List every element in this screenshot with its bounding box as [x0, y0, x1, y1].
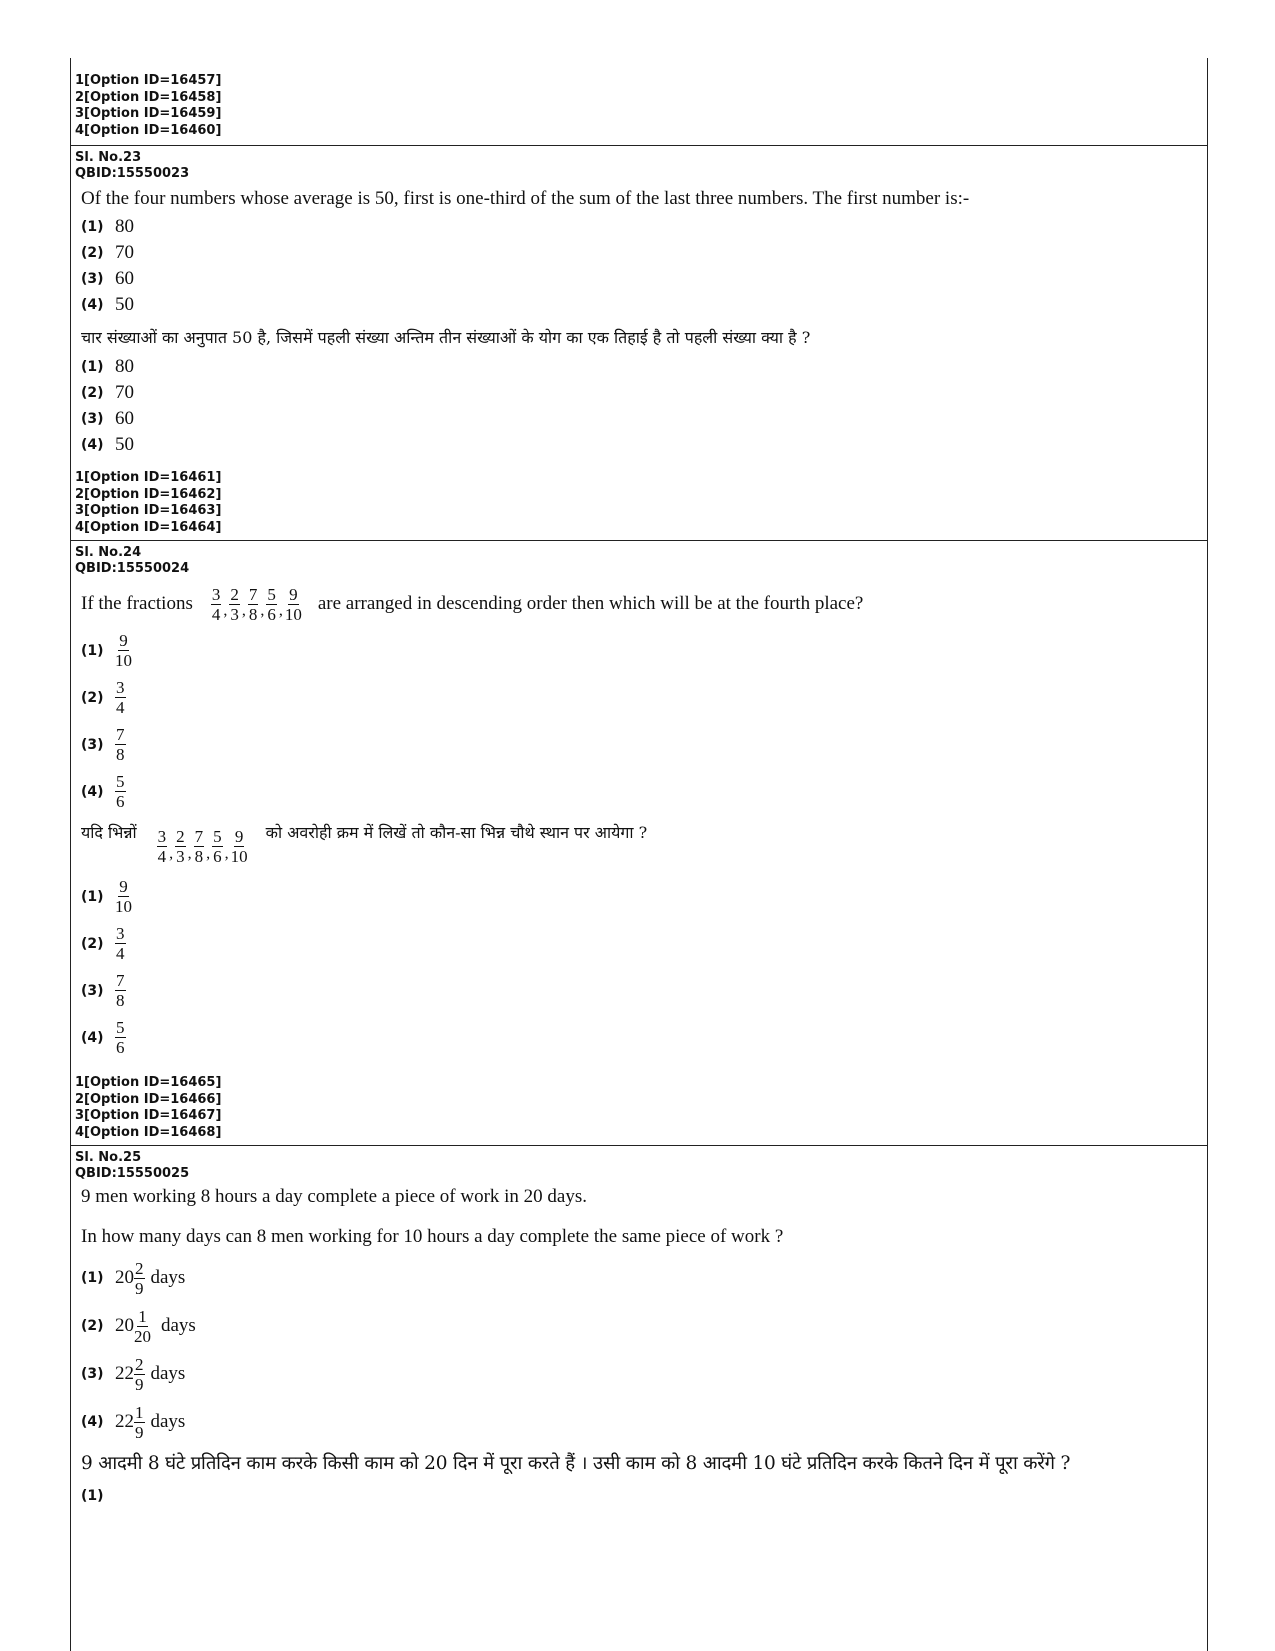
fraction-list: $\frac{3}{4}$ , $\frac{2}{3}$ , $\frac{7}{8}$ , $\frac{5}{6}$ , $\frac{9}{10}$ — [157, 827, 248, 866]
question-23 — [71, 146, 1207, 540]
denominator: 20 — [134, 1326, 151, 1346]
denominator: 4 — [157, 847, 167, 866]
fraction — [285, 585, 302, 624]
numerator: 3 — [116, 678, 125, 697]
option-4-hi[interactable] — [71, 432, 1207, 458]
denominator: 6 — [116, 792, 125, 811]
option-3[interactable] — [71, 1350, 1207, 1398]
option-value: 70 — [115, 382, 134, 403]
option-label: (1) — [81, 1488, 104, 1504]
option-label: (2) — [81, 385, 104, 401]
option-2-hi[interactable] — [71, 920, 1207, 967]
question-paper-frame — [70, 58, 1208, 1651]
numerator: 9 — [119, 631, 128, 650]
option-label: (3) — [81, 982, 104, 999]
denominator: 4 — [211, 604, 221, 624]
option-value: 70 — [115, 242, 134, 263]
option-label: (3) — [81, 1366, 104, 1382]
denominator: 3 — [230, 604, 239, 624]
option-id: 4[Option ID=16468] — [75, 1124, 222, 1140]
denominator: 4 — [116, 944, 125, 963]
option-id: 3[Option ID=16467] — [75, 1108, 222, 1123]
option-id: 4[Option ID=16464] — [75, 519, 222, 535]
numerator: 2 — [176, 827, 185, 846]
numerator: 3 — [157, 827, 167, 846]
question-text-hi-post: को अवरोही क्रम में लिखें तो कौन-सा भिन्न चौथे स्थान पर आयेगा ? — [265, 823, 648, 842]
option-label: (3) — [81, 271, 104, 287]
denominator: 6 — [116, 1038, 125, 1057]
unit: days — [150, 1267, 186, 1288]
fraction — [194, 827, 205, 866]
option-label: (4) — [81, 437, 104, 453]
option-value: 50 — [115, 294, 134, 315]
question-text-en-post: are arranged in descending order then which will be at the fourth place? — [317, 593, 864, 614]
numerator: 2 — [230, 584, 239, 604]
fraction-list: $\frac{3}{4}$ , $\frac{2}{3}$ , $\frac{7}{8}$ , $\frac{5}{6}$ , $\frac{9}{10}$ — [211, 584, 302, 624]
option-label: (3) — [81, 736, 104, 753]
denominator: 8 — [248, 604, 258, 624]
qbid: QBID:15550025 — [75, 1166, 190, 1181]
whole-number: 20 — [115, 1267, 134, 1288]
option-label: (2) — [81, 245, 104, 261]
serial-number: Sl. No.25 — [75, 1150, 142, 1165]
qbid: QBID:15550024 — [75, 561, 190, 576]
option-label: (4) — [81, 297, 104, 313]
numerator: 3 — [116, 924, 125, 943]
option-3-hi[interactable] — [71, 406, 1207, 432]
option-1[interactable] — [71, 1254, 1207, 1302]
option-4[interactable] — [71, 768, 1207, 815]
question-text-en-1: 9 men working 8 hours a day complete a piece of work in 20 days. — [81, 1186, 588, 1207]
option-1-hi[interactable] — [71, 1484, 1207, 1508]
denominator: 8 — [116, 745, 125, 764]
option-1-hi[interactable] — [71, 873, 1207, 920]
numerator: 9 — [234, 827, 244, 846]
denominator: 10 — [284, 604, 302, 624]
option-label: (1) — [81, 219, 104, 235]
option-1[interactable] — [71, 214, 1207, 240]
option-label: (1) — [81, 888, 104, 905]
option-2[interactable] — [71, 674, 1207, 721]
option-id: 4[Option ID=16460] — [75, 122, 222, 138]
question-text-en — [71, 581, 1207, 627]
numerator: 1 — [138, 1306, 147, 1326]
option-1-hi[interactable] — [71, 354, 1207, 380]
unit: days — [150, 1411, 186, 1432]
numerator: 9 — [289, 584, 298, 604]
option-label: (4) — [81, 783, 104, 800]
fraction — [231, 827, 248, 866]
numerator: 7 — [116, 971, 125, 990]
numerator: 9 — [119, 877, 128, 896]
qbid: QBID:15550023 — [75, 166, 190, 181]
numerator: 5 — [267, 584, 276, 604]
question-25 — [71, 1146, 1207, 1508]
option-1[interactable] — [71, 627, 1207, 674]
unit: days — [161, 1315, 196, 1336]
numerator: 7 — [116, 725, 125, 744]
denominator: 8 — [194, 847, 204, 866]
denominator: 10 — [230, 847, 248, 866]
numerator: 2 — [135, 1258, 144, 1278]
option-4-hi[interactable] — [71, 1014, 1207, 1061]
denominator: 8 — [116, 991, 125, 1010]
question-text-hi: 9 आदमी 8 घंटे प्रतिदिन काम करके किसी काम को 20 दिन में पूरा करते हैं । उसी काम को 8 आदमी 10 घंटे प्रतिदिन करके कितने दिन में पूरा करेंगे ? — [81, 1453, 1071, 1474]
denominator: 4 — [116, 698, 125, 717]
option-id: 1[Option ID=16457] — [75, 73, 222, 88]
option-4[interactable] — [71, 292, 1207, 318]
option-2[interactable] — [71, 1302, 1207, 1350]
unit: days — [150, 1363, 186, 1384]
fraction — [175, 827, 186, 866]
numerator: 3 — [211, 584, 221, 604]
fraction — [229, 585, 240, 624]
option-label: (2) — [81, 689, 104, 706]
option-id: 2[Option ID=16458] — [75, 89, 222, 105]
option-2-hi[interactable] — [71, 380, 1207, 406]
numerator: 7 — [248, 584, 258, 604]
serial-number: Sl. No.24 — [75, 545, 142, 560]
question-text-en: Of the four numbers whose average is 50, first is one-third of the sum of the last three numbers. The first number is:- — [81, 188, 970, 209]
option-label: (1) — [81, 642, 104, 659]
serial-number: Sl. No.23 — [75, 150, 142, 165]
option-3[interactable] — [71, 721, 1207, 768]
question-24 — [71, 541, 1207, 1145]
numerator: 5 — [116, 772, 125, 791]
option-ids-q24 — [71, 1061, 1207, 1145]
option-3-hi[interactable] — [71, 967, 1207, 1014]
denominator: 6 — [213, 847, 222, 866]
option-label: (3) — [81, 411, 104, 427]
numerator: 5 — [116, 1018, 125, 1037]
question-text-en-2: In how many days can 8 men working for 10 hours a day complete the same piece of work ? — [81, 1226, 784, 1247]
option-label: (1) — [81, 1270, 104, 1286]
option-label: (2) — [81, 1318, 104, 1334]
option-id: 2[Option ID=16466] — [75, 1091, 222, 1107]
denominator: 9 — [135, 1278, 144, 1298]
whole-number: 20 — [115, 1315, 134, 1336]
numerator: 1 — [135, 1402, 144, 1422]
question-text-hi: चार संख्याओं का अनुपात 50 है, जिसमें पहली संख्या अन्तिम तीन संख्याओं के योग का एक तिहाई है तो पहली संख्या क्या है ? — [81, 328, 811, 347]
option-ids-q22 — [71, 58, 1207, 145]
option-id: 3[Option ID=16463] — [75, 503, 222, 518]
option-id: 3[Option ID=16459] — [75, 106, 222, 121]
whole-number: 22 — [115, 1411, 134, 1432]
option-id: 1[Option ID=16465] — [75, 1075, 222, 1090]
option-label: (4) — [81, 1029, 104, 1046]
option-label: (4) — [81, 1414, 104, 1430]
question-text-en-pre: If the fractions — [81, 593, 193, 614]
fraction — [157, 827, 168, 866]
option-value: 50 — [115, 434, 134, 455]
fraction — [248, 585, 259, 624]
denominator: 10 — [115, 897, 132, 916]
question-text-hi — [71, 817, 1207, 873]
option-value: 80 — [115, 216, 134, 237]
denominator: 6 — [267, 604, 276, 624]
fraction — [266, 585, 277, 624]
option-value: 80 — [115, 356, 134, 377]
denominator: 9 — [135, 1422, 144, 1442]
question-text-hi-pre: यदि भिन्नों — [81, 823, 137, 842]
fraction — [211, 585, 222, 624]
numerator: 7 — [194, 827, 204, 846]
option-id: 1[Option ID=16461] — [75, 470, 222, 485]
option-2[interactable] — [71, 240, 1207, 266]
option-4[interactable] — [71, 1398, 1207, 1446]
option-ids-q23 — [71, 458, 1207, 540]
fraction — [212, 827, 223, 866]
numerator: 5 — [213, 827, 222, 846]
option-value: 60 — [115, 408, 134, 429]
option-value: 60 — [115, 268, 134, 289]
numerator: 2 — [135, 1354, 144, 1374]
whole-number: 22 — [115, 1363, 134, 1384]
option-3[interactable] — [71, 266, 1207, 292]
option-label: (1) — [81, 359, 104, 375]
option-label: (2) — [81, 935, 104, 952]
denominator: 9 — [135, 1374, 144, 1394]
option-id: 2[Option ID=16462] — [75, 486, 222, 502]
denominator: 10 — [115, 651, 132, 670]
denominator: 3 — [176, 847, 185, 866]
